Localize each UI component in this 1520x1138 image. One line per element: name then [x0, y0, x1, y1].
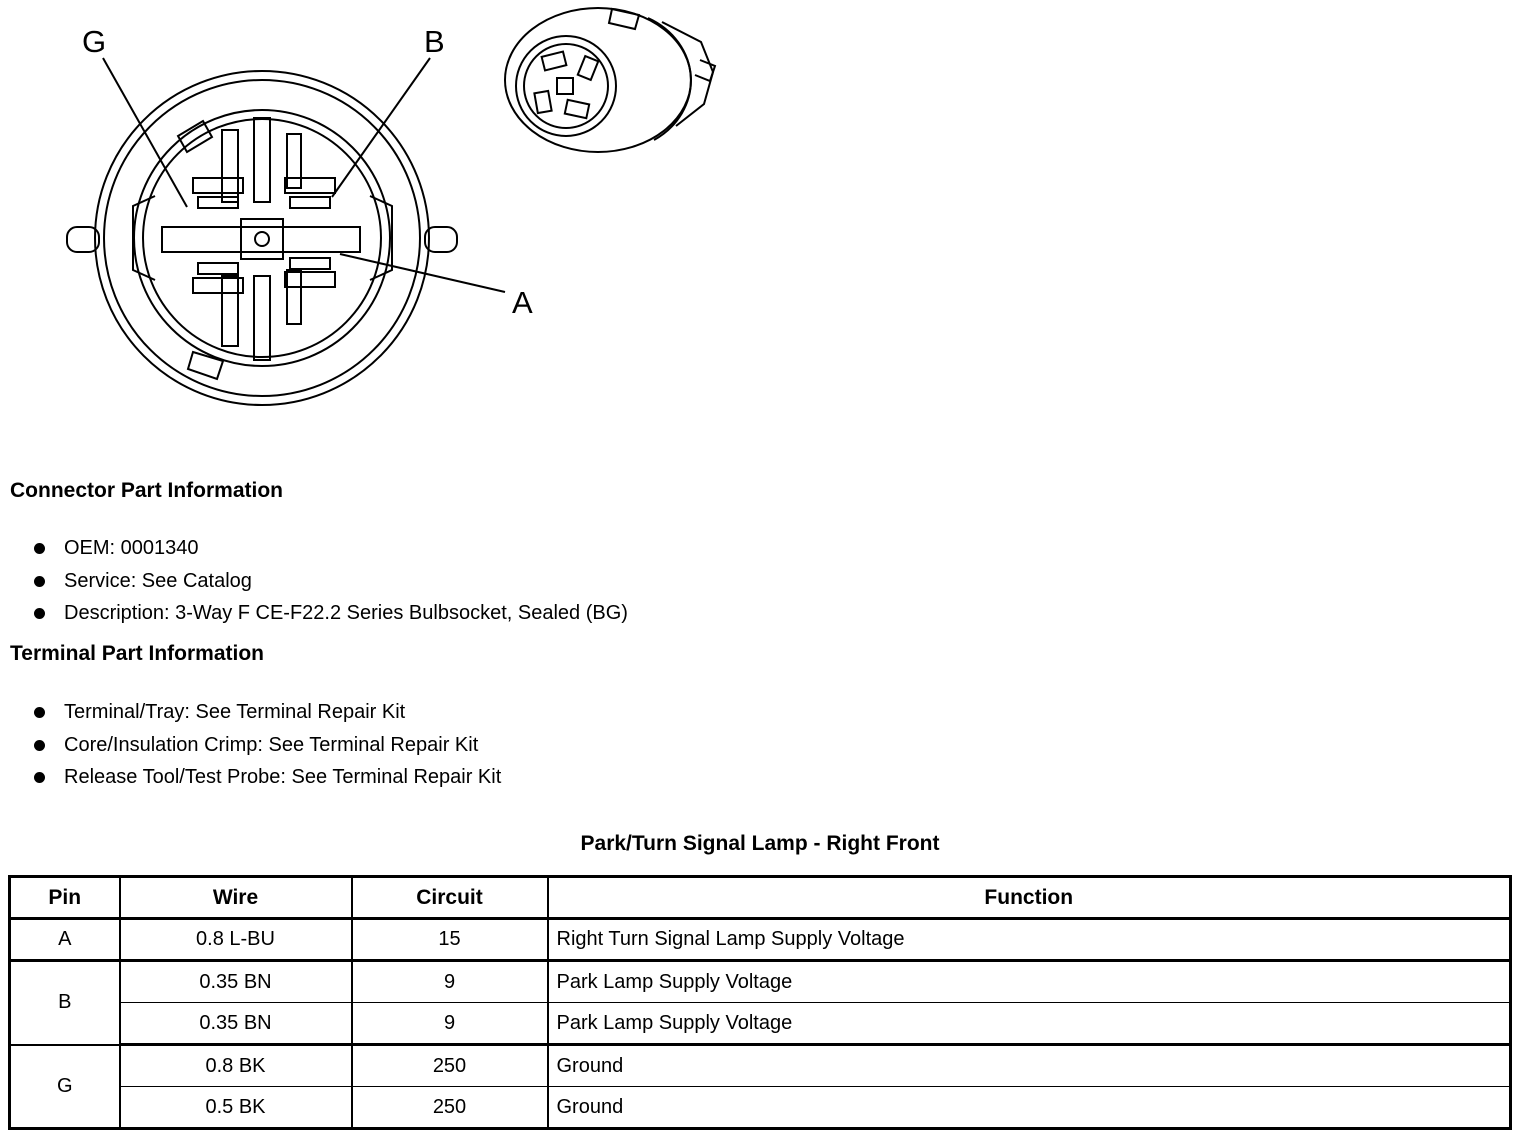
connector-diagram-area	[0, 0, 770, 440]
function-cell: Park Lamp Supply Voltage	[548, 1003, 1511, 1045]
circuit-cell: 9	[352, 1003, 548, 1045]
connector-part-info-heading: Connector Part Information	[10, 479, 284, 502]
circuit-cell: 9	[352, 961, 548, 1003]
pin-label-a: A	[512, 285, 533, 320]
function-cell: Right Turn Signal Lamp Supply Voltage	[548, 919, 1511, 961]
terminal-part-info-heading: Terminal Part Information	[10, 642, 264, 665]
circuit-cell: 15	[352, 919, 548, 961]
terminal-part-info-list	[30, 696, 501, 794]
list-item: Terminal/Tray: See Terminal Repair Kit	[30, 696, 501, 729]
pinout-table-title: Park/Turn Signal Lamp - Right Front	[580, 832, 940, 855]
function-cell: Ground	[548, 1045, 1511, 1087]
wire-cell: 0.8 BK	[120, 1045, 352, 1087]
circuit-cell: 250	[352, 1087, 548, 1129]
table-row	[10, 919, 1511, 961]
table-row	[10, 1045, 1511, 1087]
pin-cell: G	[10, 1045, 120, 1129]
table-row	[10, 1003, 1511, 1045]
pin-label-g: G	[82, 24, 107, 59]
wire-cell: 0.5 BK	[120, 1087, 352, 1129]
pin-leader-b	[332, 58, 430, 197]
function-cell: Park Lamp Supply Voltage	[548, 961, 1511, 1003]
list-item: OEM: 0001340	[30, 532, 628, 565]
connector-diagram-svg	[0, 0, 770, 440]
table-row	[10, 961, 1511, 1003]
connector-part-info-list	[30, 532, 628, 630]
pinout-table	[8, 875, 1512, 1130]
table-row	[10, 1087, 1511, 1129]
table-header-row	[10, 877, 1511, 919]
function-cell: Ground	[548, 1087, 1511, 1129]
pin-leader-lines	[103, 58, 505, 292]
connector-face-diagram	[67, 71, 457, 405]
wire-cell: 0.35 BN	[120, 1003, 352, 1045]
list-item: Release Tool/Test Probe: See Terminal Repair Kit	[30, 761, 501, 794]
column-header-pin: Pin	[10, 877, 120, 919]
column-header-circuit: Circuit	[352, 877, 548, 919]
pin-cell: A	[10, 919, 120, 961]
list-item: Description: 3-Way F CE-F22.2 Series Bulbsocket, Sealed (BG)	[30, 597, 628, 630]
column-header-wire: Wire	[120, 877, 352, 919]
pin-cell: B	[10, 961, 120, 1045]
column-header-function: Function	[548, 877, 1511, 919]
circuit-cell: 250	[352, 1045, 548, 1087]
pin-label-b: B	[424, 24, 445, 59]
wire-cell: 0.35 BN	[120, 961, 352, 1003]
wire-cell: 0.8 L-BU	[120, 919, 352, 961]
list-item: Core/Insulation Crimp: See Terminal Repair Kit	[30, 729, 501, 762]
connector-side-view	[505, 8, 715, 152]
list-item: Service: See Catalog	[30, 565, 628, 598]
